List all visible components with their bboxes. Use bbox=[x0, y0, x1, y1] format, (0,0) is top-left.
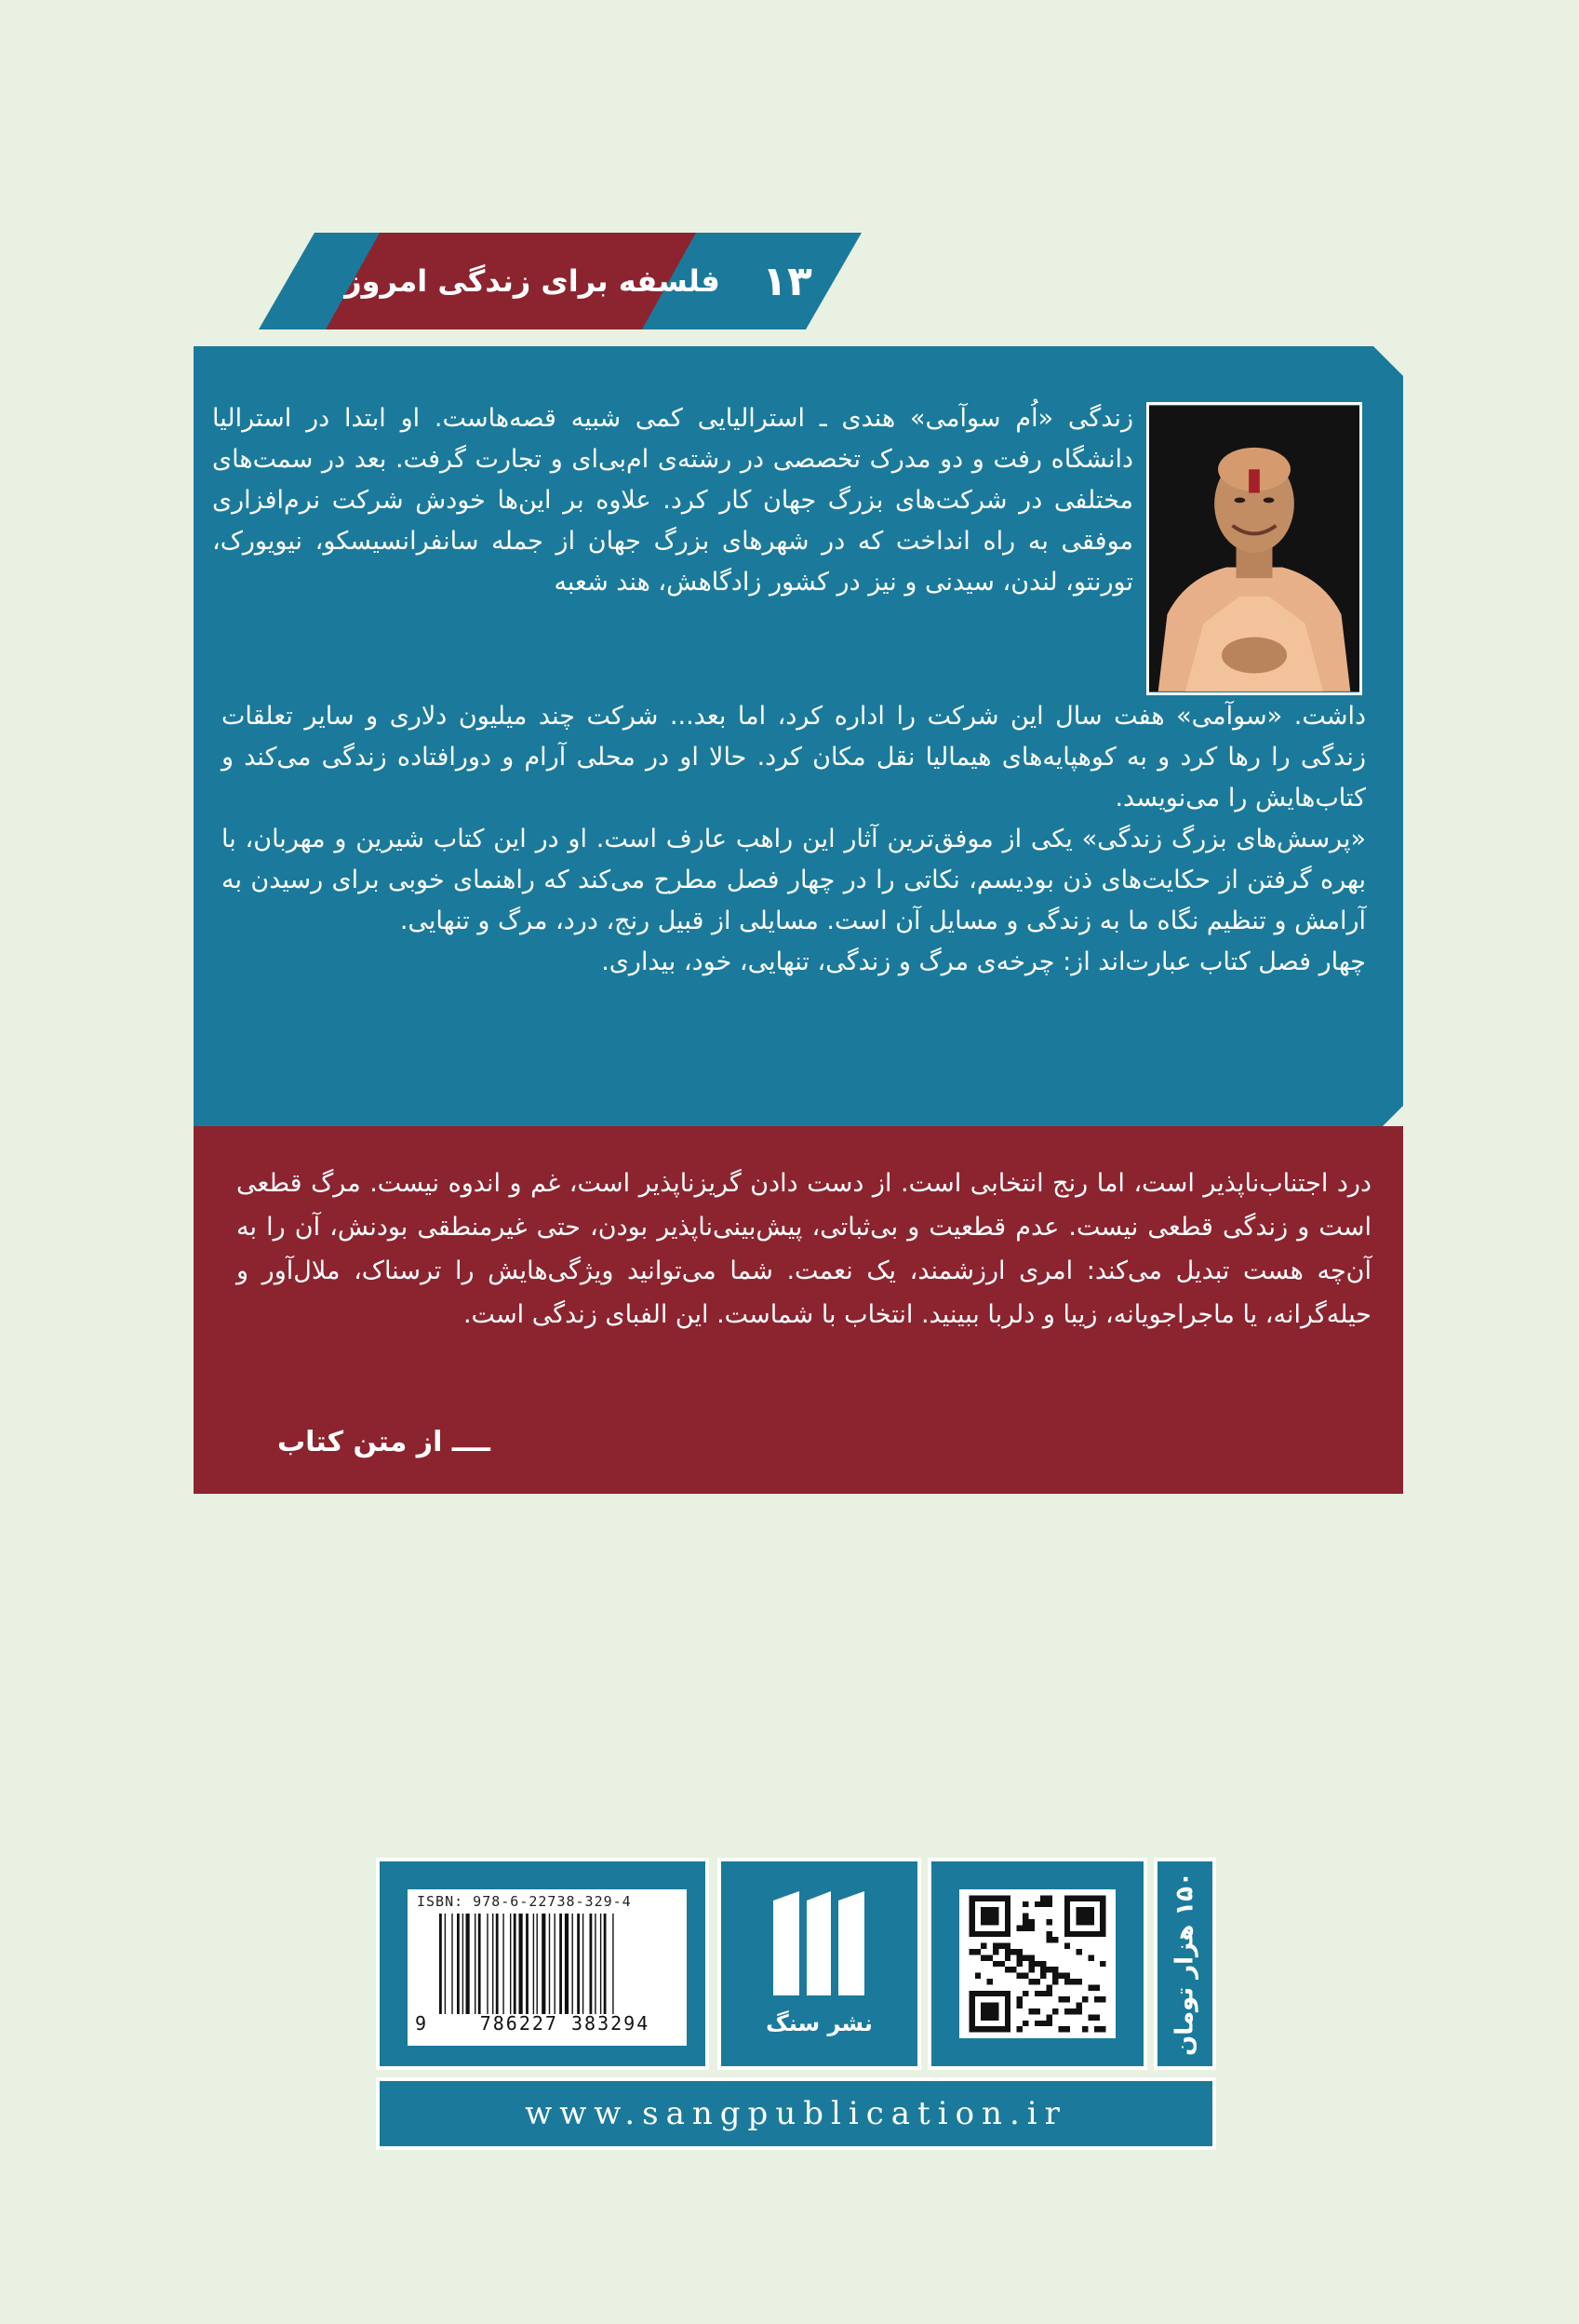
barcode-bars bbox=[439, 1914, 672, 2014]
isbn-box bbox=[376, 1858, 709, 2070]
price-text: ۱۵۰ هزار تومان bbox=[1171, 1872, 1199, 2056]
bio-bottom-block bbox=[221, 696, 1366, 983]
bio-paragraph: داشت. «سوآمی» هفت سال این شرکت را اداره کرد، اما بعد... شرکت چند میلیون دلاری و سایر تعلقات زندگی را رها کرد و به کوهپایه‌های هیمالیا نقل مکان کرد. حالا او در محلی آرام و دورافتاده زندگی می‌کند و کتاب‌هایش را می‌نویسد. bbox=[221, 702, 1366, 813]
publisher-logo-icon bbox=[768, 1887, 870, 1999]
qr-code-icon bbox=[959, 1889, 1116, 2038]
price-box bbox=[1154, 1858, 1216, 2070]
qr-code bbox=[959, 1889, 1116, 2038]
isbn-label: ISBN: 978-6-22738-329-4 bbox=[417, 1893, 632, 1910]
quote-source: ــــ از متن کتاب bbox=[277, 1426, 490, 1458]
barcode bbox=[408, 1889, 687, 2046]
website-box bbox=[376, 2077, 1216, 2150]
series-number: ۱۳ bbox=[762, 257, 812, 305]
barcode-digit-lead: 9 bbox=[415, 2012, 427, 2035]
bio-paragraph: «پرسش‌های بزرگ زندگی» یکی از موفق‌ترین آثار این راهب عارف است. او در این کتاب شیرین و مهربان، با بهره گرفتن از حکایت‌های ذن بودیسم، نکاتی را در چهار فصل مطرح می‌کند که راهنمای خوبی برای رسیدن به آرامش و تنظیم نگاه ما به زندگی و مسایل آن است. مسایلی از قبیل رنج، درد، مرگ و تنهایی. bbox=[221, 825, 1366, 935]
qr-box bbox=[928, 1858, 1147, 2070]
series-title: فلسفه برای زندگی امروز bbox=[344, 263, 720, 299]
website-url[interactable]: www.sangpublication.ir bbox=[525, 2095, 1067, 2132]
bio-paragraph-top: زندگی «اُم سوآمی» هندی ـ استرالیایی کمی شبیه قصه‌هاست. او ابتدا در استرالیا دانشگاه رفت و دو مدرک تخصصی در رشته‌ی ام‌بی‌ای و تجارت گرفت. بعد در سمت‌های مختلفی در شرکت‌های بزرگ جهان کار کرد. علاوه بر این‌ها خودش شرکت نرم‌افزاری موفقی به راه انداخت که در شهرهای بزرگ جهان از جمله سانفرانسیسکو، نیویورک، تورنتو، لندن، سیدنی و نیز در کشور زادگاهش، هند شعبه bbox=[212, 404, 1133, 597]
quote-text: درد اجتناب‌ناپذیر است، اما رنج انتخابی است. از دست دادن گریزناپذیر است، غم و اندوه نیست. مرگ قطعی است و زندگی قطعی نیست. عدم قطعیت و بی‌ثباتی، پیش‌بینی‌ناپذیر بودن، حتی غیرمنطقی بودنش، آن را به آن‌چه هست تبدیل می‌کند: امری ارزشمند، یک نعمت. شما می‌توانید ویژگی‌هایش را ترسناک، ملال‌آور و حیله‌گرانه، یا ماجراجویانه، زیبا و دلربا ببینید. انتخاب با شماست. این الفبای زندگی است. bbox=[236, 1169, 1372, 1329]
author-photo bbox=[1146, 402, 1362, 695]
bio-panel bbox=[194, 346, 1403, 1128]
publisher-box bbox=[717, 1858, 921, 2070]
publisher-name: نشر سنگ bbox=[766, 2010, 873, 2036]
bio-paragraph: چهار فصل کتاب عبارت‌اند از: چرخه‌ی مرگ و زندگی، تنهایی، خود، بیداری. bbox=[601, 947, 1366, 976]
quote-panel bbox=[194, 1126, 1403, 1494]
barcode-digits: 786227 383294 bbox=[479, 2012, 650, 2035]
series-banner bbox=[259, 233, 862, 329]
